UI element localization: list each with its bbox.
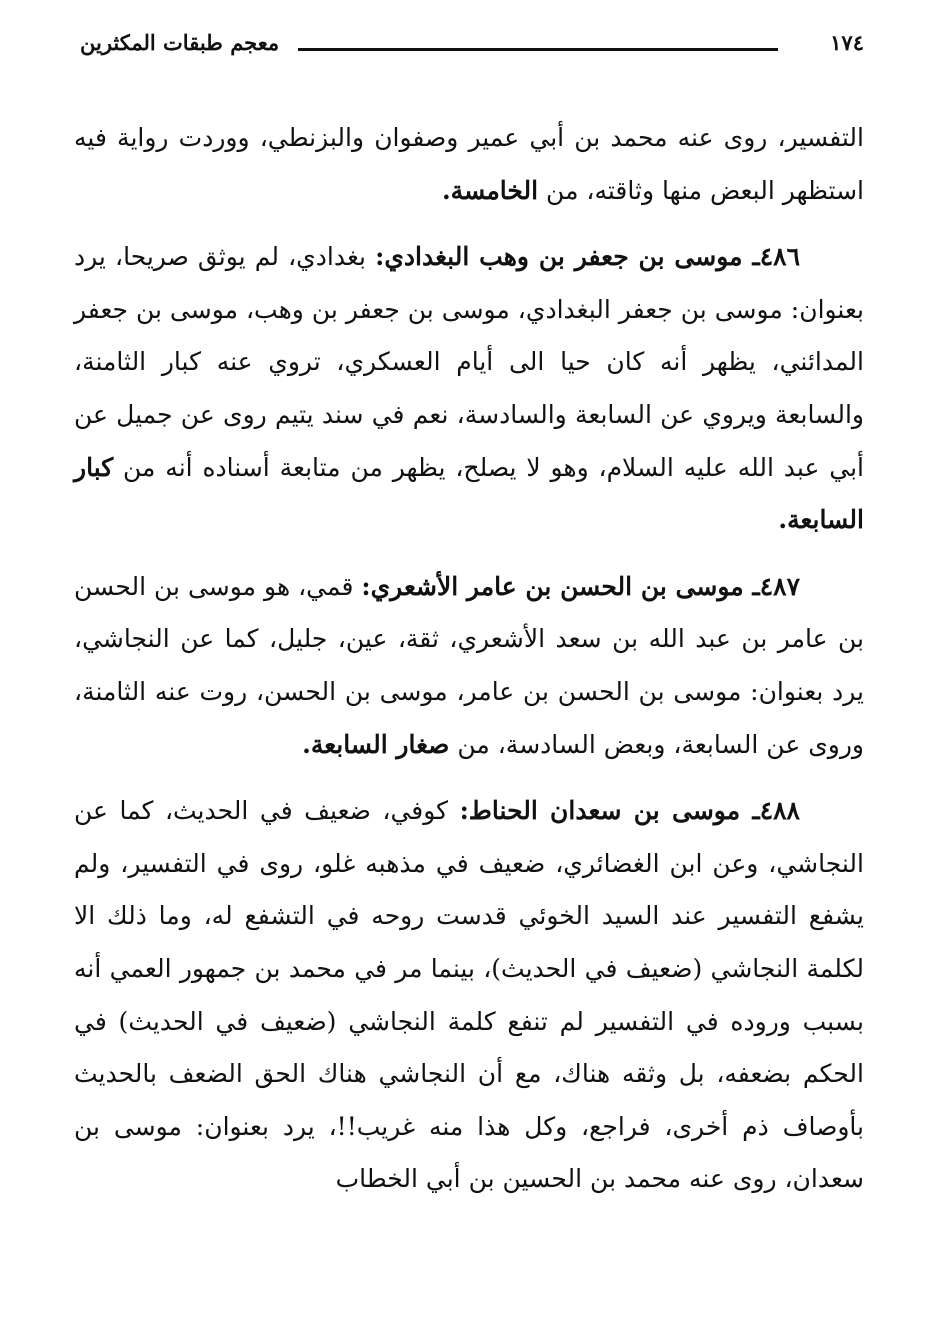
continuation-text: التفسير، روى عنه محمد بن أبي عمير وصفوان والبزنطي، ووردت رواية فيه استظهر البعض منها وثاقته، من — [74, 123, 864, 205]
continuation-tabaqa: الخامسة. — [441, 175, 539, 205]
book-title: معجم طبقات المكثرين — [80, 30, 280, 55]
entry-488 — [74, 785, 864, 1206]
header-rule — [298, 48, 778, 51]
entry-text: بغدادي، لم يوثق صريحا، يرد بعنوان: موسى بن جعفر البغدادي، موسى بن جعفر بن وهب، موسى بن جعفر المدائني، يظهر أنه كان حيا الى أيام العسكري، تروي عنه كبار الثامنة، والسابعة ويروي عن السابعة والسادسة، نعم في سند يتيم روى عن جميل عن أبي عبد الله عليه السلام، وهو لا يصلح، يظهر من متابعة أسناده أنه من — [74, 242, 864, 482]
continuation-paragraph — [74, 112, 864, 217]
entry-title: ٤٨٨ـ موسى بن سعدان الحناط: — [459, 796, 800, 826]
running-header — [80, 26, 864, 66]
page-body — [74, 112, 864, 1206]
page-number: ١٧٤ — [830, 30, 864, 55]
entry-title: ٤٨٧ـ موسى بن الحسن بن عامر الأشعري: — [361, 571, 801, 601]
entry-tabaqa: كبار السابعة. — [74, 452, 864, 535]
entry-tabaqa: صغار السابعة. — [302, 729, 450, 759]
entry-text: كوفي، ضعيف في الحديث، كما عن النجاشي، وعن ابن الغضائري، ضعيف في مذهبه غلو، روى في التفسير، ولم يشفع التفسير عند السيد الخوئي قدست روحه في التشفع له، وما ذلك الا لكلمة النجاشي (ضعيف في الحديث)، بينما مر في محمد بن جمهور العمي أنه بسبب وروده في التفسير لم تنفع كلمة النجاشي (ضعيف في الحديث) في الحكم بضعفه، بل وثقه هناك، مع أن النجاشي هناك الحق الضعف بالحديث بأوصاف ذم أخرى، فراجع، وكل هذا منه غريب!!، يرد بعنوان: موسى بن سعدان، روى عنه محمد بن الحسين بن أبي الخطاب — [74, 796, 864, 1194]
entry-text: قمي، هو موسى بن الحسن بن عامر بن عبد الله بن سعد الأشعري، ثقة، عين، جليل، كما عن النجاشي، يرد بعنوان: موسى بن الحسن بن عامر، موسى بن الحسن، روت عنه الثامنة، وروى عن السابعة، وبعض السادسة، من — [74, 571, 864, 759]
entry-title: ٤٨٦ـ موسى بن جعفر بن وهب البغدادي: — [375, 242, 801, 272]
entry-487 — [74, 561, 864, 771]
entry-486 — [74, 231, 864, 547]
